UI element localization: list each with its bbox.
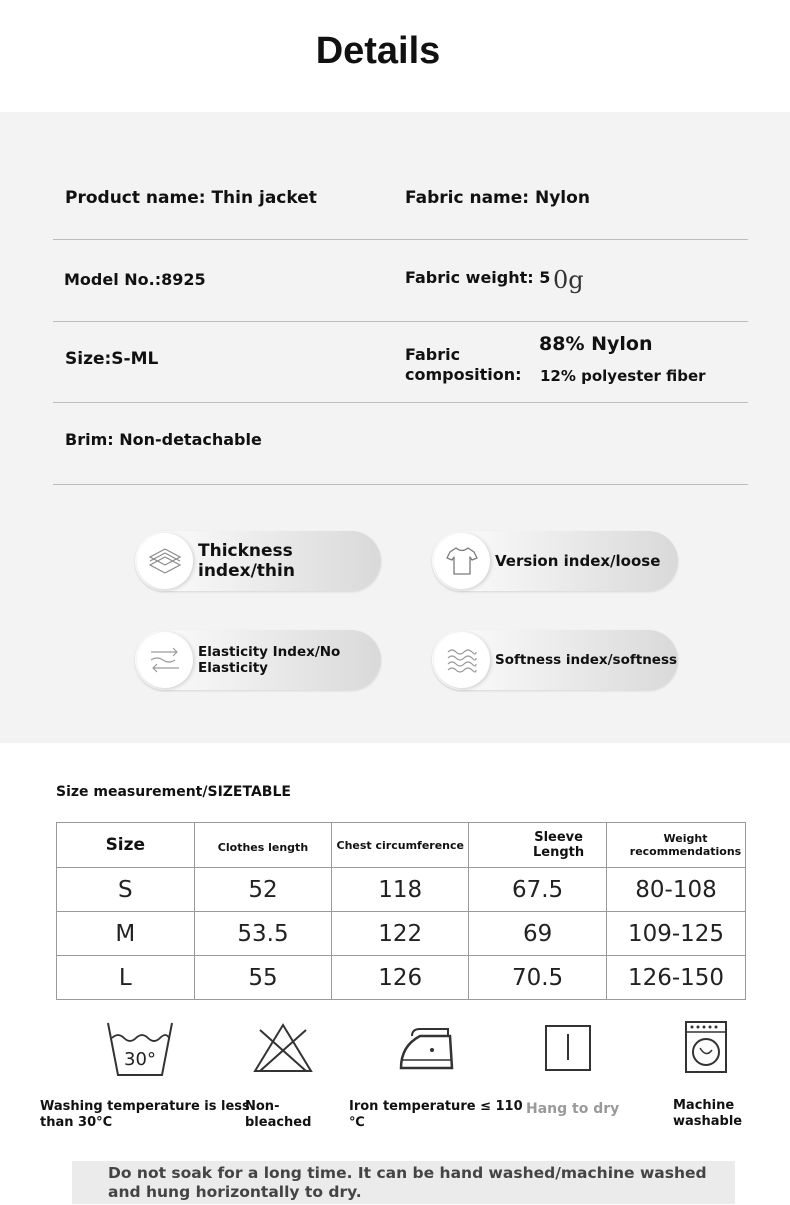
care-note [72, 1161, 735, 1204]
composition-main: 88% Nylon [539, 333, 653, 355]
fabric-composition-label-2: composition: [405, 365, 522, 384]
cell-clothes-length: 53.5 [194, 912, 332, 956]
model-number: Model No.:8925 [64, 270, 206, 289]
page-title: Details [315, 30, 441, 72]
header-sleeve-length: Sleeve Length [469, 823, 607, 868]
cell-size: S [57, 868, 195, 912]
cell-sleeve: 69 [469, 912, 607, 956]
hang-dry-icon [544, 1024, 592, 1072]
version-index-pill [432, 531, 678, 591]
version-index-text: Version index/loose [495, 552, 661, 570]
divider [53, 402, 748, 403]
wash-30-icon [104, 1020, 176, 1078]
product-name: Product name: Thin jacket [65, 188, 317, 208]
hang-dry-label: Hang to dry [526, 1101, 620, 1117]
svg-text:30°: 30° [124, 1049, 156, 1070]
header-chest: Chest circumference [332, 823, 469, 868]
softness-text: Softness index/softness [495, 651, 678, 668]
softness-index-pill [432, 630, 678, 690]
cell-size: M [57, 912, 195, 956]
care-note-line-1: Do not soak for a long time. It can be hand washed/machine washed [108, 1163, 707, 1182]
header-size: Size [57, 823, 195, 868]
washing-machine-icon [684, 1020, 728, 1074]
cell-size: L [57, 956, 195, 1000]
fabric-name: Fabric name: Nylon [405, 188, 590, 208]
table-row [57, 956, 746, 1000]
header-clothes-length: Clothes length [194, 823, 332, 868]
cell-weight: 126-150 [607, 956, 746, 1000]
elasticity-line-1: Elasticity Index/No [198, 643, 341, 660]
table-row [57, 912, 746, 956]
divider [53, 484, 748, 485]
cell-weight: 109-125 [607, 912, 746, 956]
cell-weight: 80-108 [607, 868, 746, 912]
size-table [56, 822, 746, 1000]
cell-chest: 122 [332, 912, 469, 956]
waves-icon [444, 642, 480, 678]
stretch-arrows-icon [147, 642, 183, 678]
composition-sub: 12% polyester fiber [540, 367, 706, 385]
elasticity-index-pill [135, 630, 381, 690]
layers-icon [147, 543, 183, 579]
thickness-line-2: index/thin [198, 561, 295, 581]
size-range: Size:S-ML [65, 349, 159, 369]
cell-chest: 126 [332, 956, 469, 1000]
divider [53, 321, 748, 322]
cell-sleeve: 67.5 [469, 868, 607, 912]
table-header-row [57, 823, 746, 868]
cell-chest: 118 [332, 868, 469, 912]
cell-clothes-length: 52 [194, 868, 332, 912]
no-bleach-icon [252, 1022, 314, 1074]
divider [53, 239, 748, 240]
elasticity-line-2: Elasticity [198, 660, 268, 676]
fabric-weight-label: Fabric weight: 5 [405, 268, 551, 287]
brim: Brim: Non-detachable [65, 430, 262, 449]
table-row [57, 868, 746, 912]
fabric-composition-label-1: Fabric [405, 345, 461, 364]
thickness-index-pill [135, 531, 381, 591]
header-weight: Weight recommendations [607, 823, 746, 868]
iron-icon [398, 1026, 454, 1072]
cell-clothes-length: 55 [194, 956, 332, 1000]
non-bleach-label: Non- bleached [245, 1099, 312, 1130]
size-table-title: Size measurement/SIZETABLE [56, 784, 291, 800]
care-note-line-2: and hung horizontally to dry. [108, 1182, 362, 1201]
wash-temp-label: Washing temperature is less than 30°C [40, 1099, 250, 1130]
tshirt-icon [444, 543, 480, 579]
cell-sleeve: 70.5 [469, 956, 607, 1000]
machine-wash-label: Machine washable [673, 1098, 743, 1129]
thickness-line-1: Thickness [198, 540, 293, 561]
fabric-weight-tail: 0g [553, 266, 584, 294]
iron-temp-label: Iron temperature ≤ 110 ℃ [349, 1099, 523, 1130]
